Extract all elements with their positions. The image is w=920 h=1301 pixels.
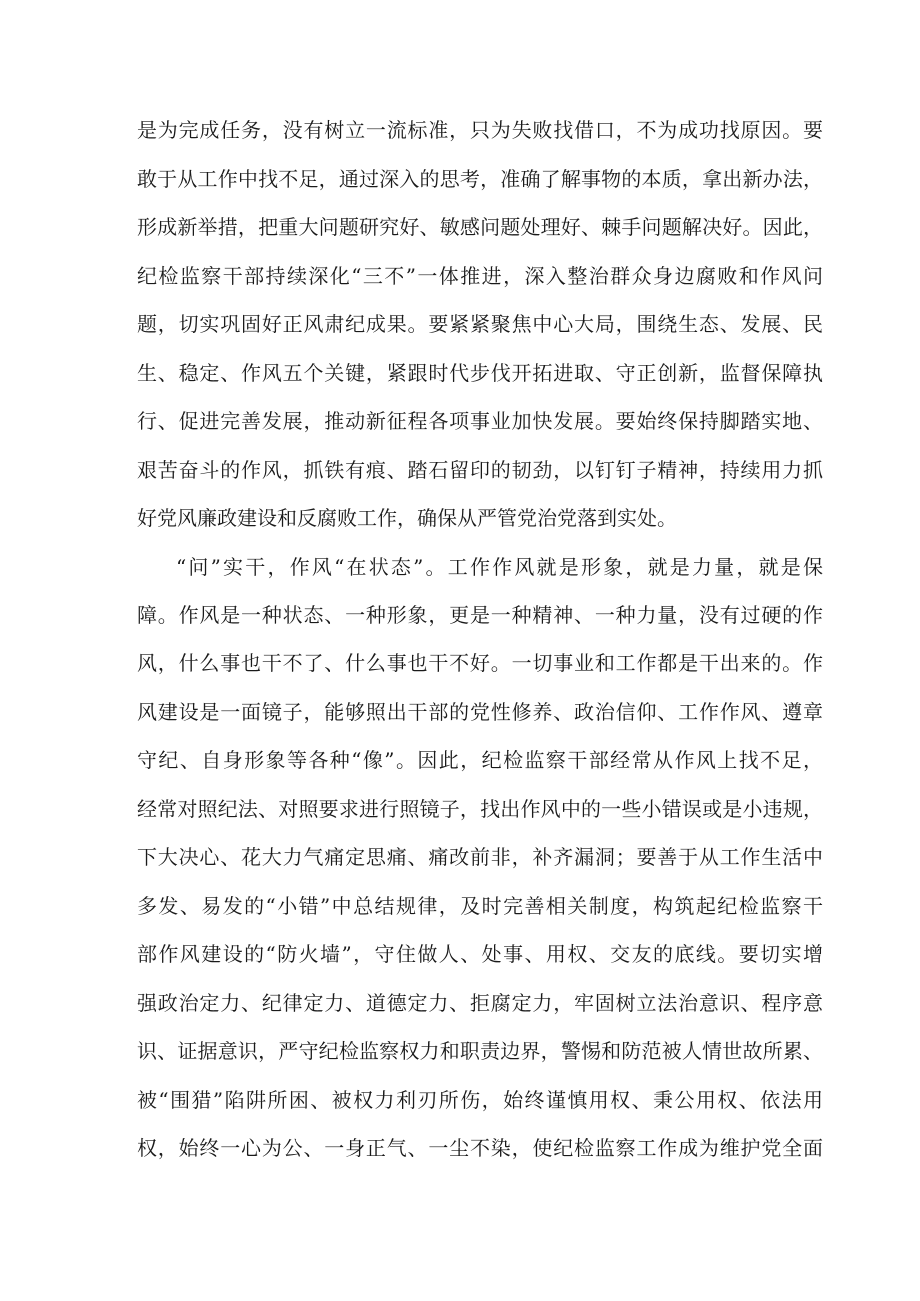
- text-line: 多发、易发的“小错”中总结规律，及时完善相关制度，构筑起纪检监察干: [137, 894, 823, 918]
- text-line: 风，什么事也干不了、什么事也干不好。一切事业和工作都是干出来的。作: [137, 651, 823, 675]
- text-line: 强政治定力、纪律定力、道德定力、拒腐定力，牢固树立法治意识、程序意: [137, 991, 823, 1015]
- text-line: 被“围猎”陷阱所困、被权力利刃所伤，始终谨慎用权、秉公用权、依法用: [137, 1088, 823, 1112]
- text-line: 行、促进完善发展，推动新征程各项事业加快发展。要始终保持脚踏实地、: [137, 409, 823, 433]
- text-line: 风建设是一面镜子，能够照出干部的党性修养、政治信仰、工作作风、遵章: [137, 700, 823, 724]
- text-line: 下大决心、花大力气痛定思痛、痛改前非，补齐漏洞；要善于从工作生活中: [137, 845, 823, 869]
- text-line: 好党风廉政建设和反腐败工作，确保从严管党治党落到实处。: [137, 506, 677, 530]
- text-line: 部作风建设的“防火墙”，守住做人、处事、用权、交友的底线。要切实增: [137, 942, 823, 966]
- text-line: 经常对照纪法、对照要求进行照镜子，找出作风中的一些小错误或是小违规，: [137, 797, 823, 821]
- text-line: 题，切实巩固好正风肃纪成果。要紧紧聚焦中心大局，围绕生态、发展、民: [137, 312, 823, 336]
- text-line: 权，始终一心为公、一身正气、一尘不染，使纪检监察工作成为维护党全面: [137, 1136, 823, 1160]
- text-line: 敢于从工作中找不足，通过深入的思考，准确了解事物的本质，拿出新办法，: [137, 167, 823, 191]
- text-line: 识、证据意识，严守纪检监察权力和职责边界，警惕和防范被人情世故所累、: [137, 1039, 823, 1063]
- text-line: 形成新举措，把重大问题研究好、敏感问题处理好、棘手问题解决好。因此，: [137, 215, 823, 239]
- text-line: “问”实干，作风“在状态”。工作作风就是形象，就是力量，就是保: [176, 555, 823, 579]
- text-line: 生、稳定、作风五个关键，紧跟时代步伐开拓进取、守正创新，监督保障执: [137, 361, 823, 385]
- text-line: 纪检监察干部持续深化“三不”一体推进，深入整治群众身边腐败和作风问: [137, 264, 823, 288]
- text-line: 是为完成任务，没有树立一流标准，只为失败找借口，不为成功找原因。要: [137, 118, 823, 142]
- text-line: 障。作风是一种状态、一种形象，更是一种精神、一种力量，没有过硬的作: [137, 603, 823, 627]
- text-line: 守纪、自身形象等各种“像”。因此，纪检监察干部经常从作风上找不足，: [137, 748, 823, 772]
- text-line: 艰苦奋斗的作风，抓铁有痕、踏石留印的韧劲，以钉钉子精神，持续用力抓: [137, 458, 823, 482]
